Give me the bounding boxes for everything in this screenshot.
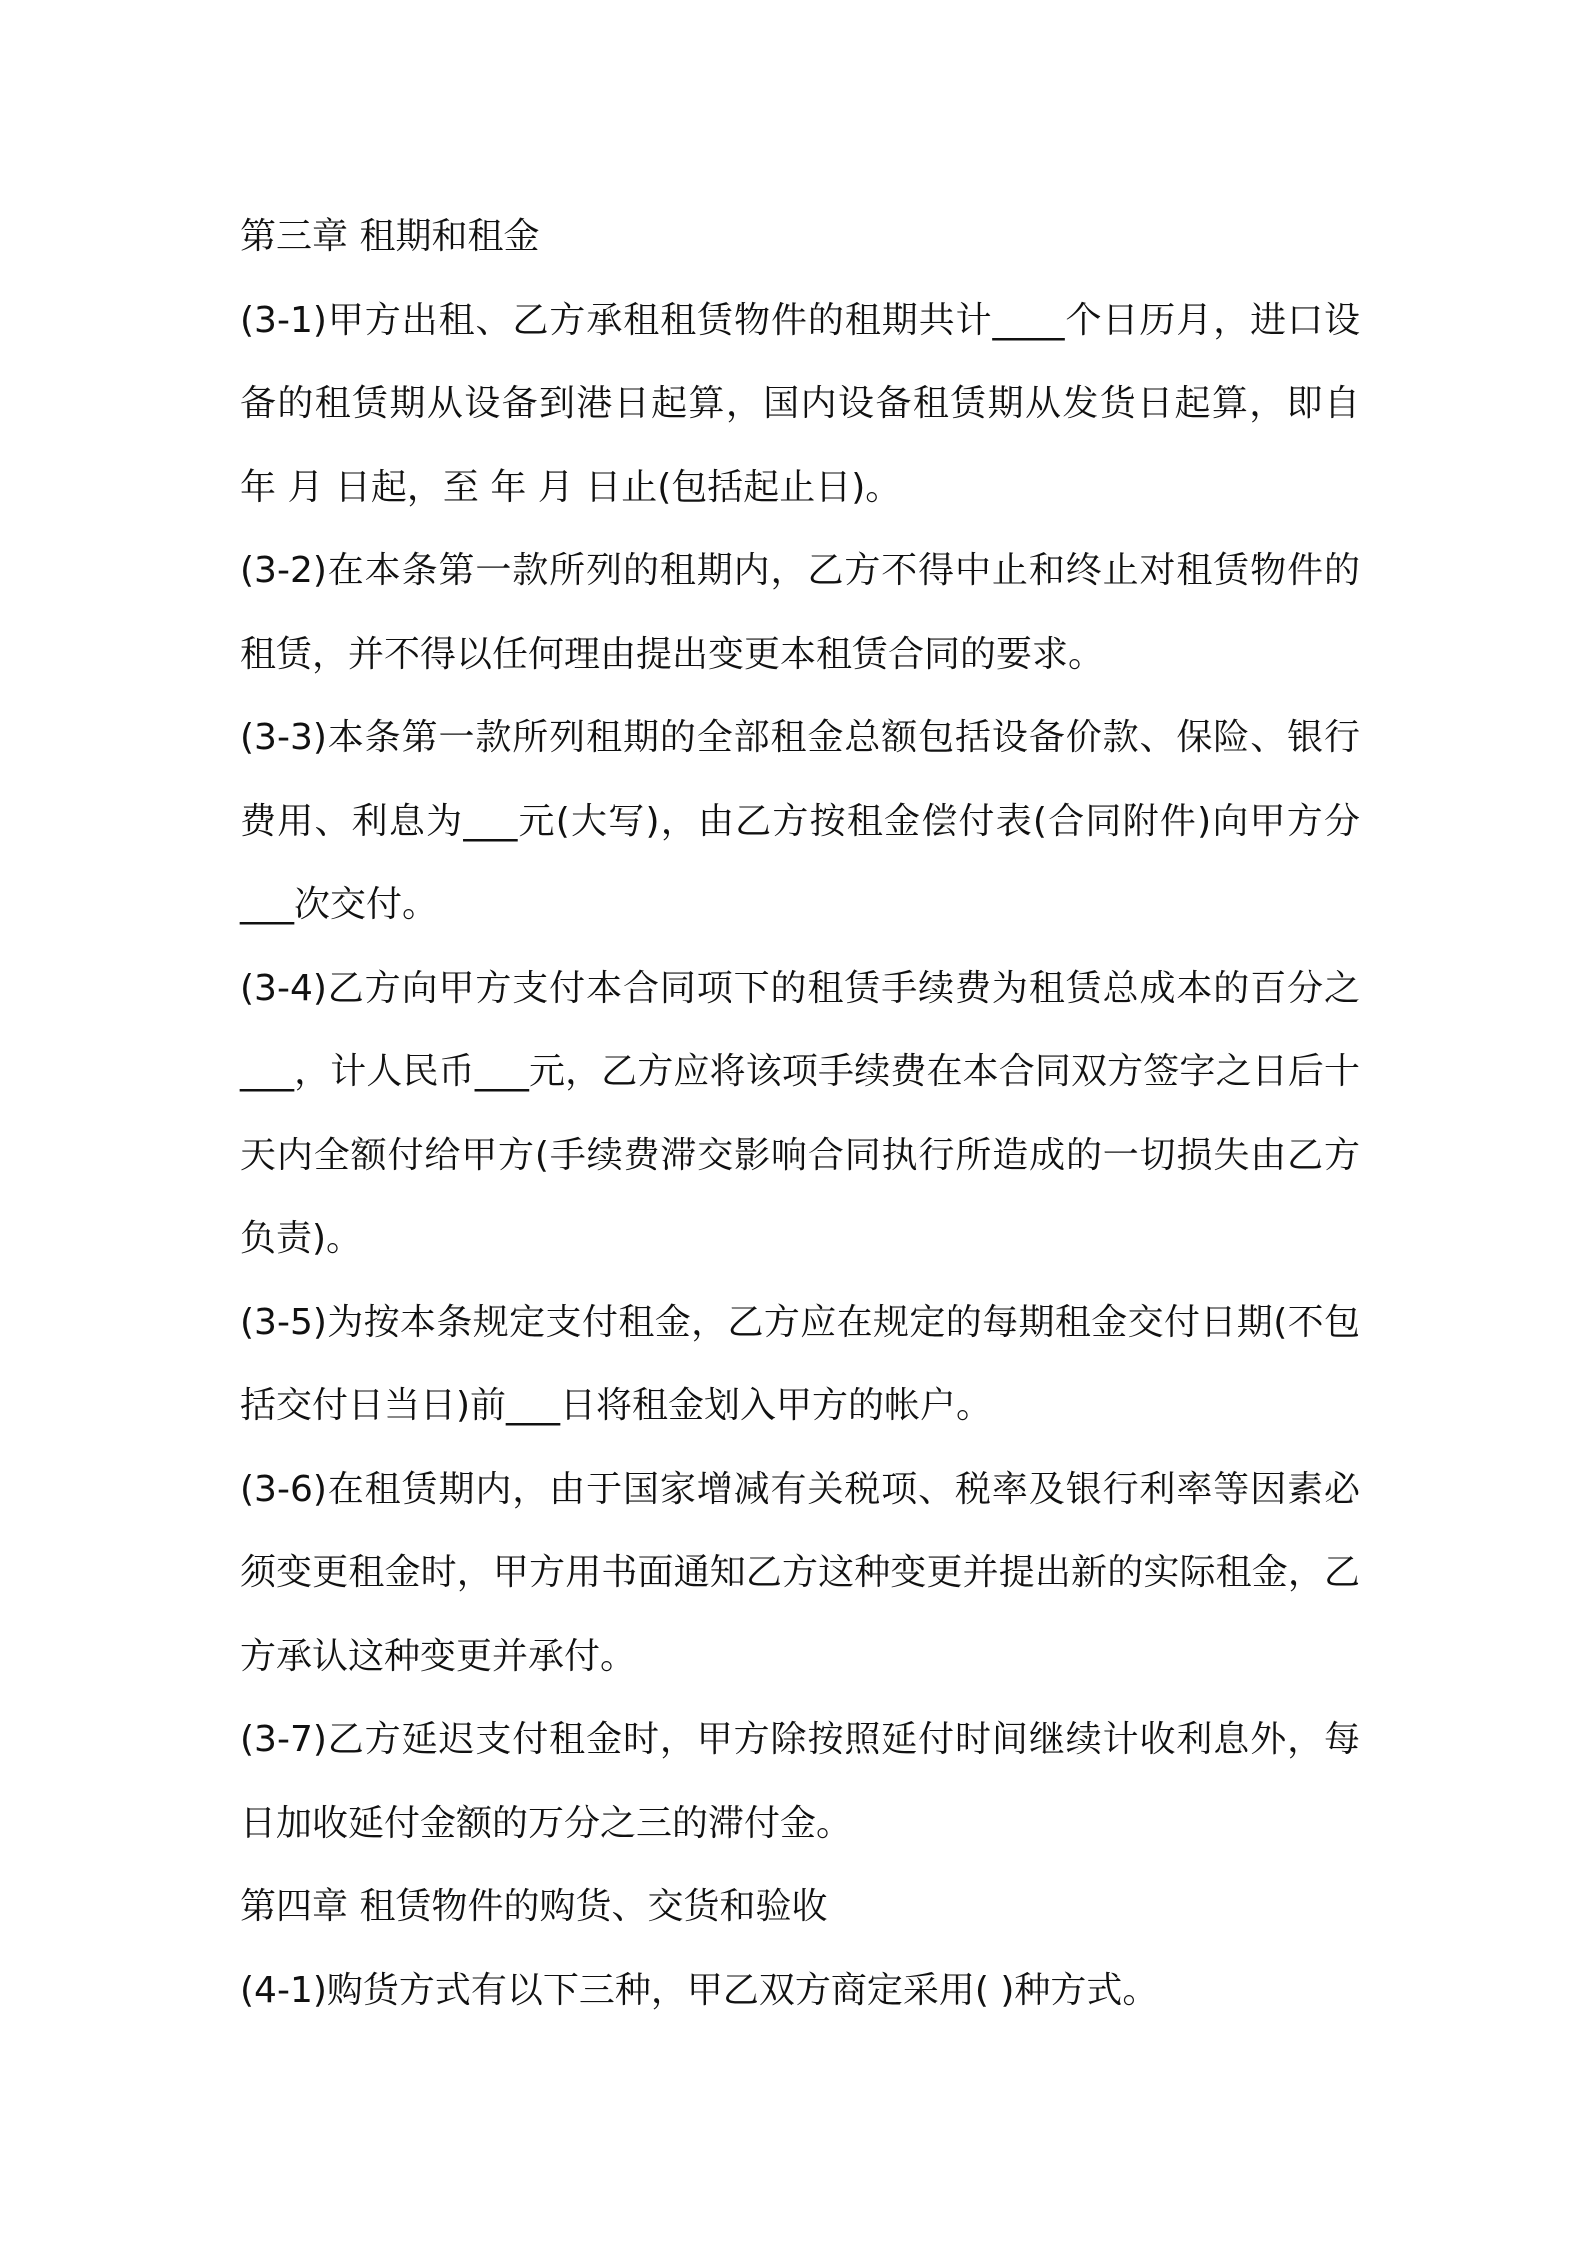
clause-3-1: (3-1)甲方出租、乙方承租租赁物件的租期共计____个日历月，进口设备的租赁期从设备到港日起算，国内设备租赁期从发货日起算，即自 年 月 日起，至 年 月 日止(包括起止日)。 bbox=[240, 299, 1360, 508]
chapter-4-heading: 第四章 租赁物件的购货、交货和验收 bbox=[240, 1886, 828, 1927]
clause-3-5: (3-5)为按本条规定支付租金，乙方应在规定的每期租金交付日期(不包括交付日当日)前___日将租金划入甲方的帐户。 bbox=[240, 1301, 1360, 1426]
clause-3-4: (3-4)乙方向甲方支付本合同项下的租赁手续费为租赁总成本的百分之___，计人民币___元，乙方应将该项手续费在本合同双方签字之日后十天内全额付给甲方(手续费滞交影响合同执行所造成的一切损失由乙方负责)。 bbox=[240, 967, 1360, 1259]
document-body bbox=[240, 195, 1360, 2032]
chapter-3-heading: 第三章 租期和租金 bbox=[240, 216, 540, 257]
clause-3-6: (3-6)在租赁期内，由于国家增减有关税项、税率及银行利率等因素必须变更租金时，甲方用书面通知乙方这种变更并提出新的实际租金，乙方承认这种变更并承付。 bbox=[240, 1468, 1360, 1677]
clause-3-2: (3-2)在本条第一款所列的租期内，乙方不得中止和终止对租赁物件的租赁，并不得以任何理由提出变更本租赁合同的要求。 bbox=[240, 550, 1360, 675]
clause-4-1: (4-1)购货方式有以下三种，甲乙双方商定采用( )种方式。 bbox=[240, 1969, 1159, 2011]
clause-3-7: (3-7)乙方延迟支付租金时，甲方除按照延付时间继续计收利息外，每日加收延付金额的万分之三的滞付金。 bbox=[240, 1719, 1360, 1844]
clause-3-3: (3-3)本条第一款所列租期的全部租金总额包括设备价款、保险、银行费用、利息为___元(大写)，由乙方按租金偿付表(合同附件)向甲方分___次交付。 bbox=[240, 717, 1360, 925]
